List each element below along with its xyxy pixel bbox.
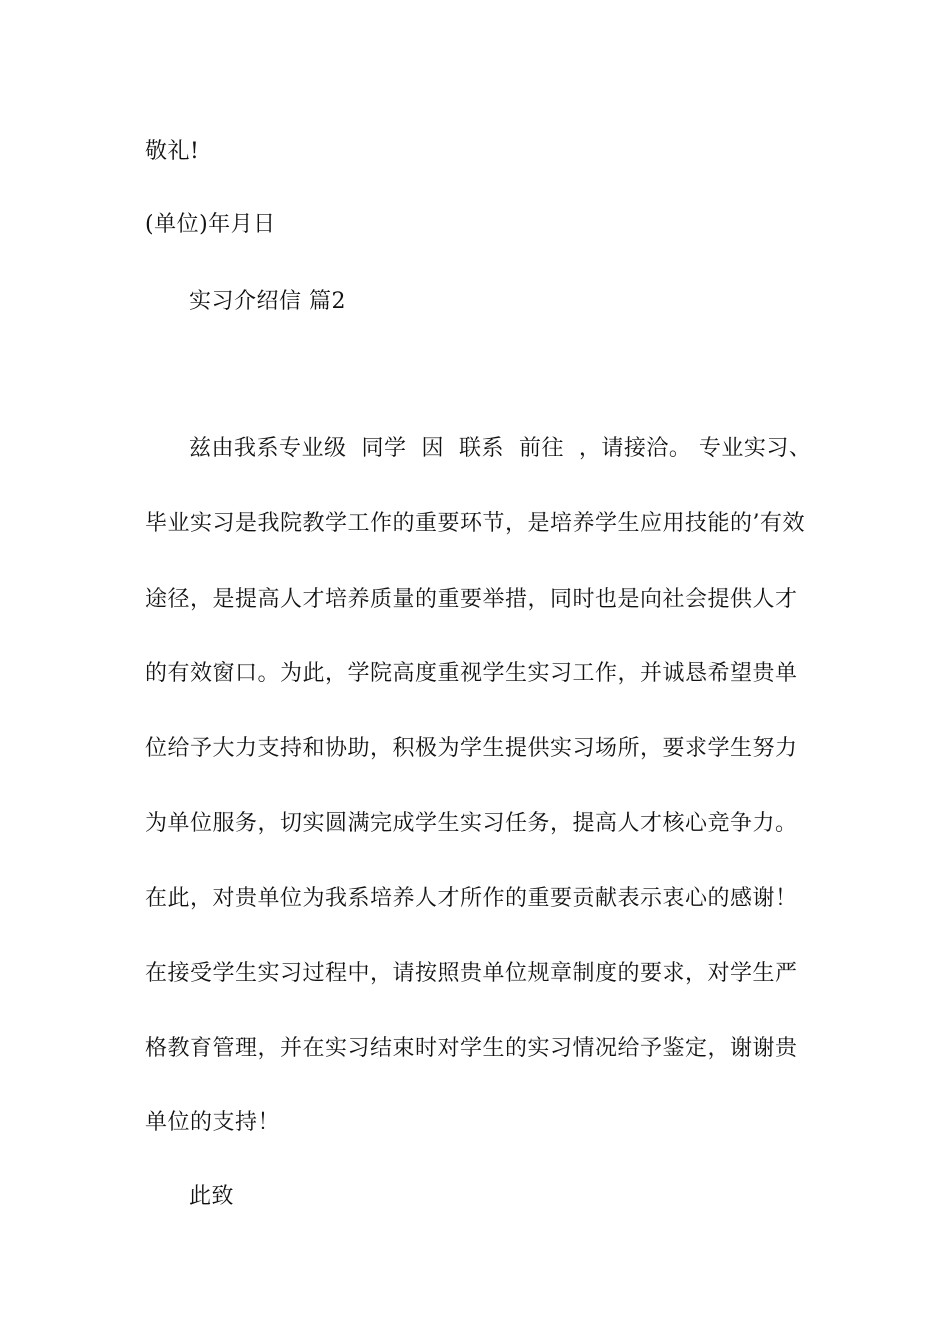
- body-line: 毕业实习是我院教学工作的重要环节，是培养学生应用技能的’有效: [145, 511, 805, 536]
- body-line: 单位的支持！: [145, 1110, 281, 1135]
- body-line: 的有效窗口。为此，学院高度重视学生实习工作，并诚恳希望贵单: [145, 661, 798, 686]
- body-line: 在此，对贵单位为我系培养人才所作的重要贡献表示衷心的感谢！: [145, 886, 798, 911]
- body-line: 在接受学生实习过程中，请按照贵单位规章制度的要求，对学生严: [145, 961, 798, 986]
- closing-phrase: 此致: [189, 1184, 235, 1209]
- section-title: 实习介绍信 篇2: [189, 289, 346, 314]
- body-line: 格教育管理，并在实习结束时对学生的实习情况给予鉴定，谢谢贵: [145, 1036, 798, 1061]
- closing-salute: 敬礼!: [145, 139, 200, 164]
- body-line: 为单位服务，切实圆满完成学生实习任务，提高人才核心竞争力。: [145, 811, 798, 836]
- body-line: 兹由我系专业级 同学 因 联系 前往 ，请接洽。 专业实习、: [189, 436, 812, 461]
- body-line: 位给予大力支持和协助，积极为学生提供实习场所，要求学生努力: [145, 736, 798, 761]
- body-line: 途径，是提高人才培养质量的重要举措，同时也是向社会提供人才: [145, 587, 798, 612]
- signature-line: (单位)年月日: [145, 212, 276, 237]
